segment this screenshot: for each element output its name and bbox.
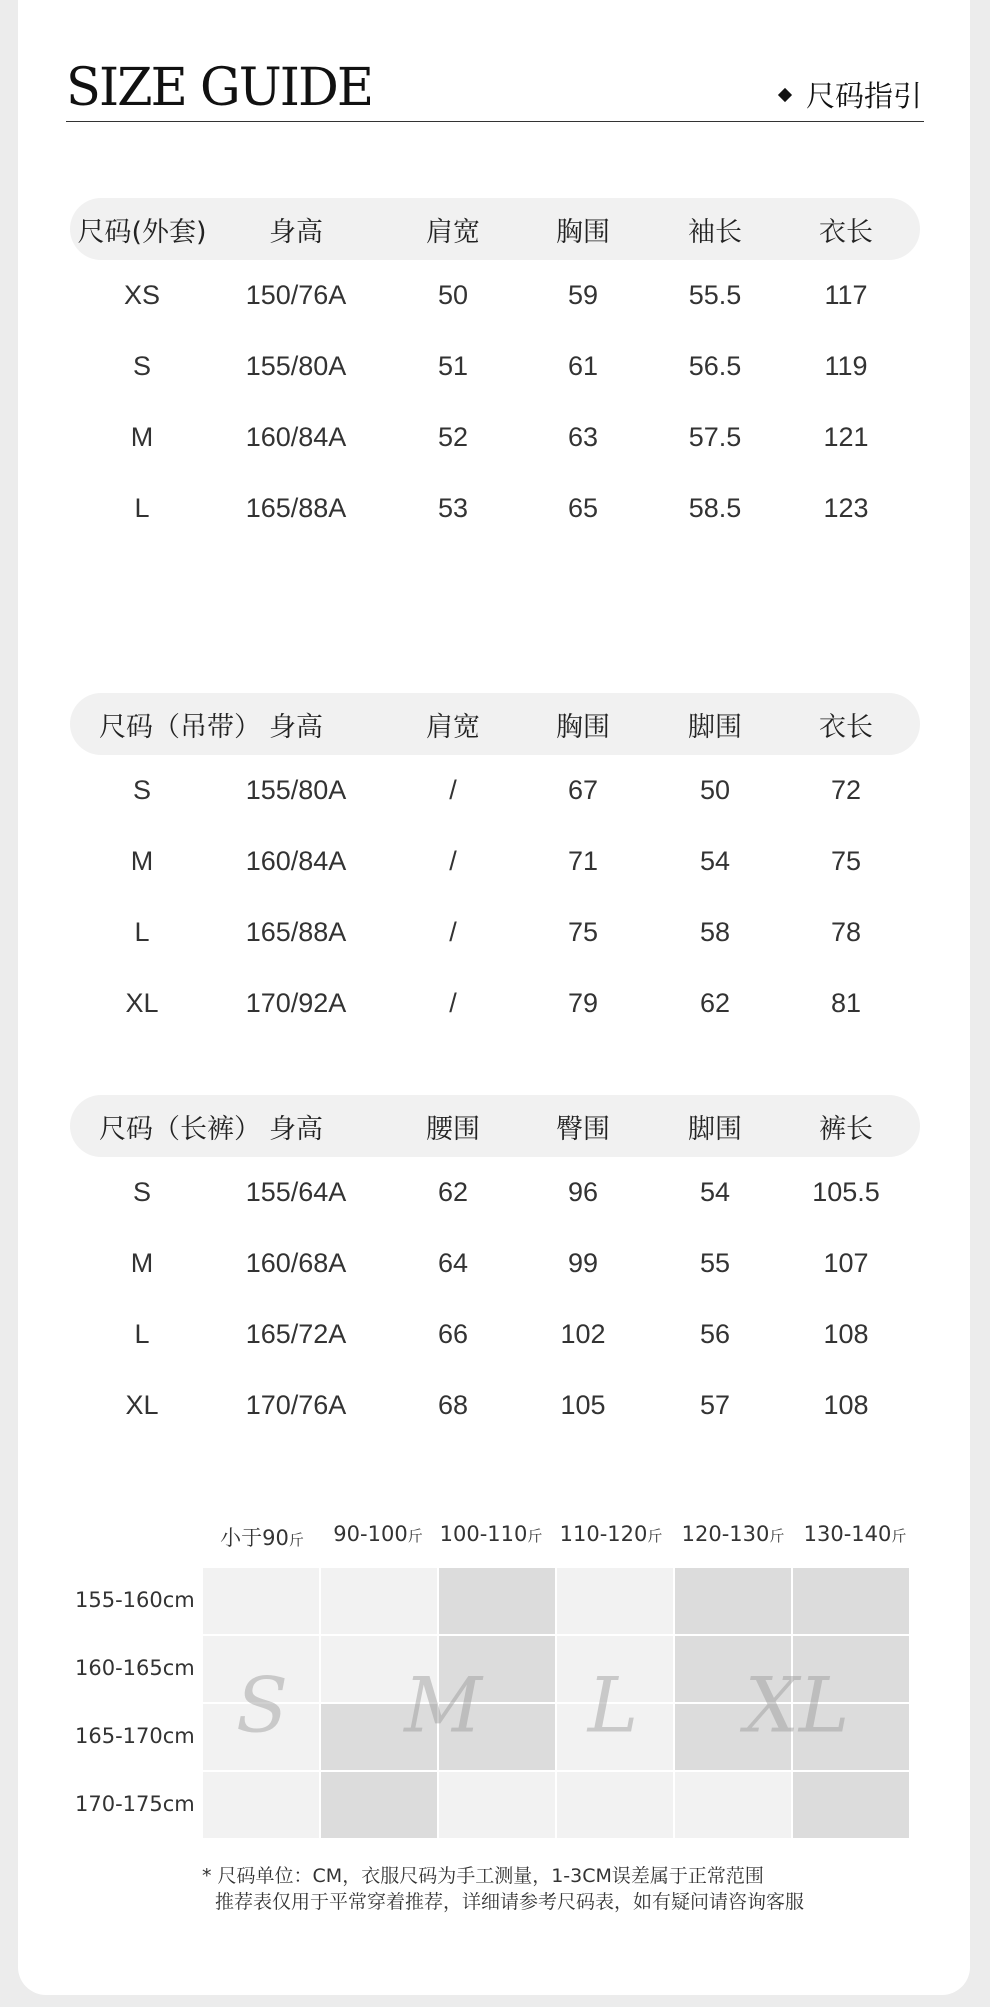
table-cell: 121 — [823, 422, 869, 452]
table-row — [70, 1370, 920, 1441]
header-cell: 胸围 — [556, 216, 610, 248]
table-cell: 165/88A — [245, 917, 347, 947]
weight-range: 110-120 — [559, 1522, 648, 1546]
table-cell: XL — [125, 1390, 159, 1420]
weight-unit: 斤 — [769, 1527, 785, 1545]
table-row — [70, 331, 920, 402]
table-cell: 108 — [823, 1319, 869, 1349]
table-cell: 75 — [830, 846, 862, 876]
header-cell: 臀围 — [556, 1113, 610, 1145]
table-cell: 58 — [699, 917, 731, 947]
table-cell: XL — [125, 988, 159, 1018]
grid-cell — [557, 1772, 673, 1838]
grid-cell — [439, 1772, 555, 1838]
table-cell: 81 — [830, 988, 862, 1018]
header-cell: 身高 — [269, 711, 323, 743]
table-cell: S — [132, 351, 152, 381]
table-cell: 56.5 — [688, 351, 742, 381]
note-line-1: * 尺码单位：CM，衣服尺码为手工测量，1-3CM误差属于正常范围 — [202, 1865, 764, 1887]
header-cell: 身高 — [269, 216, 323, 248]
table-cell: 52 — [437, 422, 469, 452]
grid-cell — [675, 1772, 791, 1838]
table-cell: 75 — [567, 917, 599, 947]
weight-unit: 斤 — [647, 1527, 663, 1545]
table-cell: 155/64A — [245, 1177, 347, 1207]
table-cell: 54 — [699, 1177, 731, 1207]
table-cell: 61 — [567, 351, 599, 381]
table-cell: S — [132, 775, 152, 805]
table-cell: 170/76A — [245, 1390, 347, 1420]
table-cell: 155/80A — [245, 351, 347, 381]
weight-range: 90-100 — [333, 1522, 408, 1546]
header-cell: 衣长 — [819, 216, 873, 248]
table-cell: 160/84A — [245, 846, 347, 876]
table-cell: 51 — [437, 351, 469, 381]
table-row — [70, 260, 920, 331]
header-cell: 尺码(外套) — [77, 216, 207, 248]
title-divider — [66, 121, 924, 122]
weight-column-header — [220, 1522, 304, 1552]
table-cell: 150/76A — [245, 280, 347, 310]
table-cell: 67 — [567, 775, 599, 805]
table-cell: 56 — [699, 1319, 731, 1349]
table-cell: L — [134, 493, 150, 523]
table-cell: XS — [123, 280, 161, 310]
coat-size-table — [70, 198, 920, 544]
diamond-icon — [778, 87, 792, 101]
table-row — [70, 1228, 920, 1299]
weight-range: 130-140 — [803, 1522, 892, 1546]
table-cell: / — [449, 775, 457, 805]
table-cell: 79 — [567, 988, 599, 1018]
table-cell: 99 — [567, 1248, 599, 1278]
pants-size-table — [70, 1095, 920, 1441]
table-cell: 57 — [699, 1390, 731, 1420]
table-cell: 50 — [437, 280, 469, 310]
size-watermark: XL — [744, 1660, 850, 1750]
weight-unit: 斤 — [527, 1527, 543, 1545]
grid-cell — [793, 1568, 909, 1634]
table-cell: 96 — [567, 1177, 599, 1207]
table-cell: 64 — [437, 1248, 469, 1278]
table-cell: 55.5 — [688, 280, 742, 310]
grid-cell — [321, 1772, 437, 1838]
size-watermark: S — [235, 1660, 289, 1750]
grid-cell — [675, 1568, 791, 1634]
table-cell: 107 — [823, 1248, 869, 1278]
table-cell: S — [132, 1177, 152, 1207]
header-cell: 脚围 — [688, 1113, 742, 1145]
table-cell: 165/88A — [245, 493, 347, 523]
table-row — [70, 968, 920, 1039]
weight-unit: 斤 — [288, 1531, 304, 1549]
height-row-header: 170-175cm — [75, 1792, 195, 1816]
grid-cell — [203, 1772, 319, 1838]
weight-unit: 斤 — [407, 1527, 423, 1545]
table-cell: 68 — [437, 1390, 469, 1420]
weight-column-header — [682, 1522, 785, 1546]
table-row — [70, 1299, 920, 1370]
table-cell: / — [449, 988, 457, 1018]
header-cell: 肩宽 — [426, 711, 480, 743]
table-cell: 165/72A — [245, 1319, 347, 1349]
grid-cell — [321, 1568, 437, 1634]
height-row-header: 165-170cm — [75, 1724, 195, 1748]
size-watermark: L — [587, 1660, 639, 1750]
table-row — [70, 826, 920, 897]
table-cell: 119 — [824, 351, 868, 381]
table-cell: 105.5 — [812, 1177, 880, 1207]
height-row-header: 155-160cm — [75, 1588, 195, 1612]
header-cell: 腰围 — [426, 1113, 480, 1145]
table-cell: 53 — [437, 493, 469, 523]
table-header — [70, 198, 920, 260]
table-cell: 78 — [830, 917, 862, 947]
page-title: SIZE GUIDE — [66, 58, 373, 118]
grid-cell — [793, 1772, 909, 1838]
weight-column-header — [333, 1522, 422, 1546]
table-header — [70, 693, 920, 755]
table-cell: M — [130, 1248, 154, 1278]
table-cell: 62 — [437, 1177, 469, 1207]
table-cell: 50 — [699, 775, 731, 805]
grid-cell — [439, 1568, 555, 1634]
table-cell: 170/92A — [245, 988, 347, 1018]
cami-size-table — [70, 693, 920, 1039]
table-row — [70, 1157, 920, 1228]
weight-column-header — [560, 1522, 663, 1546]
table-row — [70, 897, 920, 968]
table-cell: 63 — [567, 422, 599, 452]
table-cell: 71 — [567, 846, 599, 876]
subtitle-text: 尺码指引 — [805, 79, 922, 113]
grid-cell — [557, 1568, 673, 1634]
table-cell: 102 — [560, 1319, 606, 1349]
weight-column-header — [440, 1522, 543, 1546]
table-cell: 155/80A — [245, 775, 347, 805]
table-row — [70, 473, 920, 544]
table-cell: 123 — [823, 493, 869, 523]
table-row — [70, 402, 920, 473]
header-cell: 身高 — [269, 1113, 323, 1145]
table-cell: L — [134, 1319, 150, 1349]
table-cell: 58.5 — [688, 493, 742, 523]
table-header — [70, 1095, 920, 1157]
table-cell: 55 — [699, 1248, 731, 1278]
table-cell: 117 — [824, 280, 868, 310]
weight-range: 120-130 — [681, 1522, 770, 1546]
size-watermark: M — [404, 1660, 482, 1750]
header-cell: 袖长 — [688, 216, 742, 248]
table-cell: 160/68A — [245, 1248, 347, 1278]
header-cell: 肩宽 — [426, 216, 480, 248]
table-cell: M — [130, 422, 154, 452]
header-cell: 衣长 — [819, 711, 873, 743]
table-row — [70, 755, 920, 826]
table-cell: 72 — [830, 775, 862, 805]
weight-column-header — [804, 1522, 907, 1546]
note-line-2: 推荐表仅用于平常穿着推荐，详细请参考尺码表，如有疑问请咨询客服 — [215, 1891, 805, 1913]
header-cell: 脚围 — [688, 711, 742, 743]
table-cell: 108 — [823, 1390, 869, 1420]
grid-cell — [203, 1568, 319, 1634]
table-cell: 54 — [699, 846, 731, 876]
weight-range: 小于90 — [220, 1526, 289, 1550]
header-cell: 尺码（吊带） — [99, 711, 261, 743]
table-cell: 105 — [560, 1390, 606, 1420]
table-cell: 65 — [567, 493, 599, 523]
header-cell: 胸围 — [556, 711, 610, 743]
table-cell: L — [134, 917, 150, 947]
header-cell: 尺码（长裤） — [99, 1113, 261, 1145]
page-subtitle — [780, 74, 922, 115]
table-cell: M — [130, 846, 154, 876]
header-cell: 裤长 — [819, 1113, 873, 1145]
height-row-header: 160-165cm — [75, 1656, 195, 1680]
table-cell: / — [449, 846, 457, 876]
table-cell: 66 — [437, 1319, 469, 1349]
table-cell: / — [449, 917, 457, 947]
table-cell: 160/84A — [245, 422, 347, 452]
weight-unit: 斤 — [891, 1527, 907, 1545]
table-cell: 62 — [699, 988, 731, 1018]
weight-range: 100-110 — [439, 1522, 528, 1546]
table-cell: 57.5 — [688, 422, 742, 452]
table-cell: 59 — [567, 280, 599, 310]
